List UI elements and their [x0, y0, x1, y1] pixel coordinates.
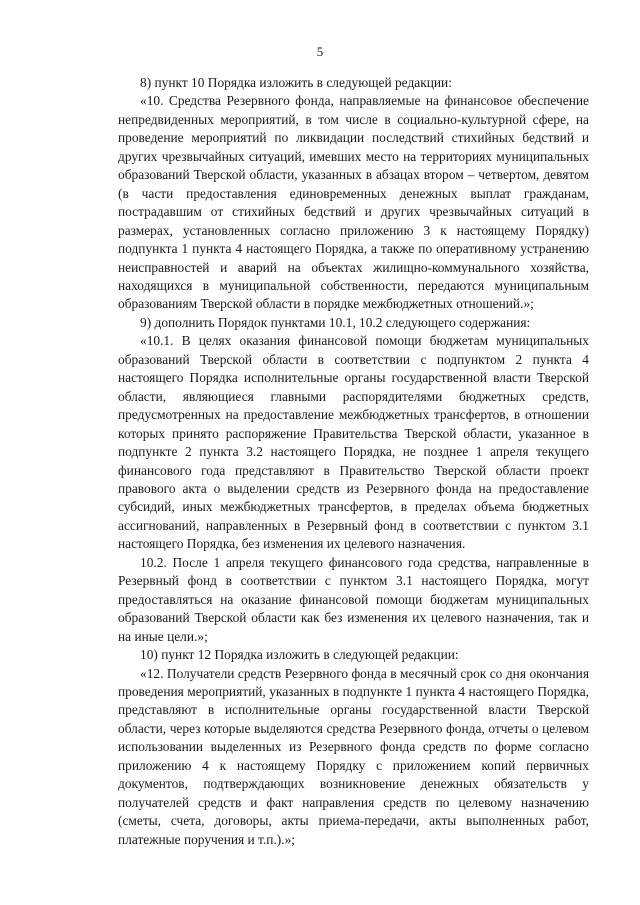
paragraph-item-8: 8) пункт 10 Порядка изложить в следующей редакции:: [140, 75, 452, 90]
document-body: [118, 74, 589, 849]
paragraph-item-10: 10) пункт 12 Порядка изложить в следующей редакции:: [140, 647, 459, 663]
paragraph-point-12-text: «12. Получатели средств Резервного фонда в месячный срок со дня окончания проведения мероприятий, указанных в подпункте 1 пункта 4 настоящего Порядка, представляют в исполнительные органы государственной власти Тверской области, через которые выделяются средства Резервного фонда, отчеты о целевом использовании выделенных из Резервного фонда средств по форме согласно приложению 4 к настоящему Порядку с приложением копий первичных документов, подтверждающих возникновение денежных обязательств у получателей средств и факт направления средств по целевому назначению (сметы, счета, договоры, акты приема-передачи, акты выполненных работ, платежные поручения и т.п.).»;: [118, 665, 589, 847]
paragraph-item-9: 9) дополнить Порядок пунктами 10.1, 10.2 следующего содержания:: [140, 314, 531, 330]
paragraph-point-10-2-text: 10.2. После 1 апреля текущего финансового года средства, направленные в Резервный фонд в соответствии с пунктом 3.1 настоящего Порядка, могут предоставляться на оказание финансовой помощи бюджетам муниципальных образований Тверской области как без изменения их целевого назначения, так и на иные цели.»;: [118, 554, 589, 644]
paragraph-point-10-text: «10. Средства Резервного фонда, направляемые на финансовое обеспечение непредвиденных мероприятий, в том числе в социально-культурной сфере, на проведение мероприятий по ликвидации последствий стихийных бедствий и других чрезвычайных ситуаций, имевших место на территориях муниципальных образований Тверской области, указанных в абзацах втором – четвертом, девятом (в части предоставления единовременных денежных выплат гражданам, пострадавшим от стихийных бедствий и других чрезвычайных ситуаций в размерах, установленных согласно приложению 3 к настоящему Порядку) подпункта 1 пункта 4 настоящего Порядка, а также по оперативному устранению неисправностей и аварий на объектах жилищно-коммунального хозяйства, находящихся в муниципальной собственности, передаются муниципальным образованиям Тверской области в порядке межбюджетных отношений.»;: [118, 93, 589, 312]
paragraph-point-10-1-text: «10.1. В целях оказания финансовой помощи бюджетам муниципальных образований Тверской области в соответствии с подпунктом 2 пункта 4 настоящего Порядка исполнительные органы государственной власти Тверской области, являющиеся главными распорядителями бюджетных средств, предусмотренных на предоставление межбюджетных трансфертов, в отношении которых принято распоряжение Правительства Тверской области, указанное в подпункте 2 пункта 3.2 настоящего Порядка, не позднее 1 апреля текущего финансового года представляют в Правительство Тверской области проект правового акта о выделении средств из Резервного фонда на предоставление субсидий, иных межбюджетных трансфертов, в пределах объема бюджетных ассигнований, направленных в Резервный фонд в соответствии с пунктом 3.1 настоящего Порядка, без изменения их целевого назначения.: [118, 333, 589, 552]
page-number: 5: [316, 44, 324, 59]
